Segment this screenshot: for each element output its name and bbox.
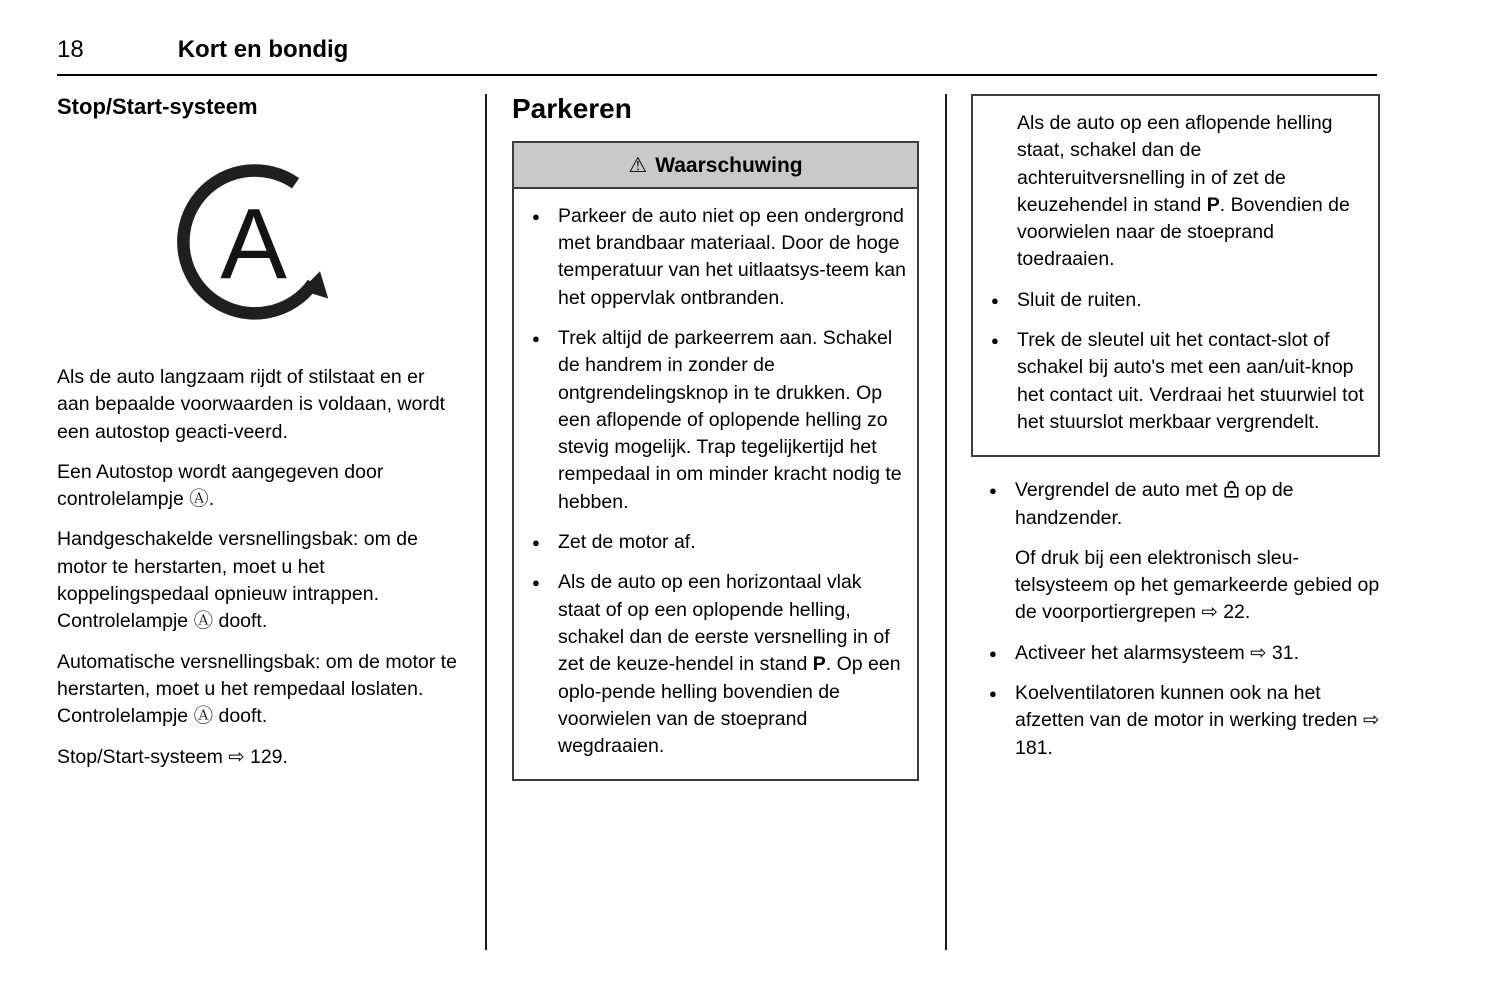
list-item-text	[1015, 477, 1380, 532]
bullet-icon: ●	[991, 292, 999, 308]
page-title: Kort en bondig	[177, 36, 349, 63]
list-item	[971, 640, 1380, 667]
paragraph-reference: Stop/Start-systeem ⇨ 129.	[57, 745, 288, 768]
paragraph: Als de auto langzaam rijdt of stilstaat en er aan bepaalde voorwaarden is voldaan, wordt een autostop geacti-veerd.	[57, 366, 446, 443]
svg-text:A: A	[220, 187, 287, 300]
autostop-symbol-icon	[160, 144, 358, 336]
warning-box-continued	[971, 94, 1380, 457]
text-segment: . Op een oplo-pende helling bovendien de voorwielen van de stoeprand wegdraaien.	[558, 653, 901, 758]
bullet-icon: ●	[532, 575, 540, 591]
text-segment: . Bovendien de voorwielen naar de stoeprand toedraaien.	[1017, 193, 1350, 271]
list-item-text: Parkeer de auto niet op een ondergrond met brandbaar materiaal. Door de hoge temperatuur van het uitlaatsys-teem kan het oppervlak ontbranden.	[558, 204, 906, 309]
list-item	[514, 529, 909, 556]
post-warning-list	[971, 477, 1380, 762]
list-item-text	[558, 569, 909, 760]
text-segment: op de handzender.	[1015, 479, 1294, 529]
text-segment-bold: P	[812, 653, 826, 676]
list-item-text: Trek altijd de parkeerrem aan. Schakel de handrem in zonder de ontgrendelingsknop in te drukken. Op een aflopende of oplopende helling zo stevig mogelijk. Trap tegelijkertijd het rempedaal in om minder kracht nodig te hebben.	[558, 326, 902, 513]
text-segment-bold: P	[1206, 193, 1220, 216]
content-columns	[57, 76, 1496, 950]
paragraph: Een Autostop wordt aangegeven door controlelampje Ⓐ.	[57, 460, 384, 511]
bullet-icon: ●	[989, 483, 997, 499]
warning-box-body	[514, 189, 917, 780]
column-parkeren-continued	[947, 94, 1380, 950]
warning-title: Waarschuwing	[655, 153, 803, 177]
section-heading-stop-start: Stop/Start-systeem	[57, 94, 258, 119]
list-item	[971, 680, 1380, 762]
list-item	[973, 287, 1370, 314]
paragraph: Handgeschakelde versnellingsbak: om de motor te herstarten, moet u het koppelingspedaal opnieuw intrappen. Controlelampje Ⓐ dooft.	[57, 528, 418, 633]
list-item-continuation	[973, 110, 1370, 274]
list-item-text: Trek de sleutel uit het contact-slot of schakel bij auto's met een aan/uit-knop het contact uit. Verdraai het stuurwiel tot het stuurslot merkbaar vergrendelt.	[1017, 329, 1364, 433]
section-heading-parkeren: Parkeren	[512, 93, 632, 124]
list-item	[514, 569, 909, 760]
warning-box-continued-body	[973, 96, 1378, 455]
text-segment: Als de auto op een horizontaal vlak staat of op een oplopende helling, schakel dan de eerste versnelling in of zet de keuze-hendel in stand	[558, 571, 890, 676]
warning-box-header	[514, 143, 917, 189]
paragraph: Automatische versnellingsbak: om de motor te herstarten, moet u het rempedaal loslaten. Controlelampje Ⓐ dooft.	[57, 650, 457, 728]
bullet-icon: ●	[532, 208, 540, 224]
list-item	[514, 325, 909, 516]
page-header	[57, 0, 1377, 76]
column-stop-start	[57, 94, 487, 950]
list-item	[973, 327, 1370, 436]
paragraph: Of druk bij een elektronisch sleu-telsysteem op het gemarkeerde gebied op de voorportiergrepen ⇨ 22.	[1015, 546, 1380, 624]
text-segment: Als de auto op een aflopende helling staat, schakel dan de achteruitversnelling in of zet de keuzehendel in stand	[1017, 112, 1333, 216]
list-item-text: Sluit de ruiten.	[1017, 288, 1142, 311]
page-number: 18	[57, 36, 84, 63]
list-item	[514, 203, 909, 312]
list-item-text: Koelventilatoren kunnen ook na het afzetten van de motor in werking treden ⇨ 181.	[1015, 682, 1380, 759]
bullet-icon: ●	[991, 333, 999, 349]
warning-box	[512, 141, 919, 782]
bullet-icon: ●	[532, 535, 540, 551]
lock-icon	[1224, 480, 1239, 498]
list-item-text: Zet de motor af.	[558, 531, 696, 554]
bullet-icon: ●	[989, 645, 997, 661]
list-item-text: Activeer het alarmsysteem ⇨ 31.	[1015, 641, 1300, 664]
column-parkeren	[487, 94, 947, 950]
warning-icon: ⚠	[628, 153, 648, 177]
list-item	[971, 477, 1380, 532]
bullet-icon: ●	[532, 330, 540, 346]
bullet-icon: ●	[989, 686, 997, 702]
stop-start-icon-figure	[57, 144, 461, 336]
text-segment: Vergrendel de auto met	[1015, 479, 1218, 502]
